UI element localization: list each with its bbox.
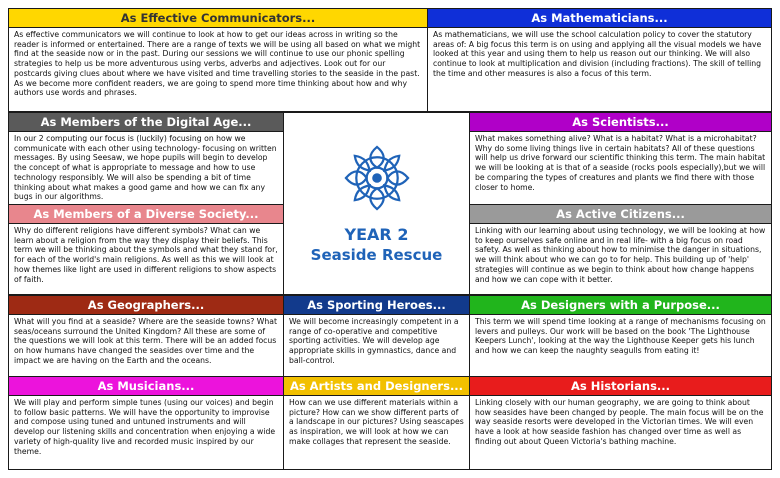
panel-text: As effective communicators we will continue to look at how to get our ideas across in writing so the reader is informed or entertained. There are a range of texts we will be using all based on what we might find at the seaside now or in the past. During our sessions we will continue to use our phonic spelling strategies to help us be more adventurous using verbs, adverbs and adjectives. Look out for our postcards giving clues about where we have visited and time travelling stories to the seaside in the past. As we become more confident readers, we are going to spend more time thinking about how and why authors use words and phrases. <box>14 30 421 98</box>
panel-text: Linking closely with our human geography, we are going to think about how seasides have been changed by people. The main focus will be on the way seaside resorts were developed in the Victorian times. We will even have a look at how seaside fashion has changed over time as well as finding out about Queen Victoria's bathing machine. <box>475 398 764 446</box>
panel-title: As Mathematicians... <box>428 9 771 28</box>
panel-text: This term we will spend time looking at a range of mechanisms focusing on levers and pulleys. Our work will be based on the book 'The Lighthouse Keepers Lunch', looking at the way the Lighthouse Keeper gets his lunch and how we can keep the naughty seagulls from eating it! <box>475 317 766 356</box>
center-panel <box>283 112 470 295</box>
panel-title: As Scientists... <box>470 113 771 132</box>
panel-communicators <box>8 8 428 112</box>
panel-title: As Designers with a Purpose... <box>470 296 771 315</box>
panel-text: We will play and perform simple tunes (using our voices) and begin to follow basic patterns. We will have the opportunity to improvise and compose using tuned and untuned instruments and will develop our listening skills and concentration when enjoying a wide variety of high-quality live and recorded music inspired by our theme. <box>14 398 276 456</box>
panel-text: What will you find at a seaside? Where are the seaside towns? What seas/oceans surround the United Kingdom? All these are some of the questions we will look at this term. There will be an added focus on how humans have changed the seasides over time and the impact we are having on the Earth and the oceans. <box>14 317 277 365</box>
panel-text: In our 2 computing our focus is (luckily) focusing on how we communicate with each other using technology- focusing on written messages. By using Seesaw, we hope pupils will begin to develop the concept of what is appropriate to message and how to use technology responsibly. We will also be spending a bit of time thinking about what makes a good game and how we can fix any bugs in our algorithms. <box>14 134 277 202</box>
panel-text: Linking with our learning about using technology, we will be looking at how to keep ourselves safe online and in real life- with a big focus on road safety. As well as thinking about how to minimise the danger in situations, we will think about who we can go to for help. This building up of 'help' strategies will continue as we begin to think about how change happens and how we can cope with it better. <box>475 226 766 284</box>
panel-active-citizens <box>469 204 772 295</box>
panel-designers <box>469 295 772 377</box>
panel-title: As Members of a Diverse Society... <box>9 205 283 224</box>
panel-text: How can we use different materials within a picture? How can we show different parts of a landscape in our pictures? Using seascapes as inspiration, we will look at how we can make collages that represent the seaside. <box>289 398 464 446</box>
tudor-rose-icon <box>340 141 414 215</box>
panel-title: As Historians... <box>470 377 771 396</box>
panel-text: We will become increasingly competent in a range of co-operative and competitive sporting activities. We will develop age appropriate skills in gymnastics, dance and ball-control. <box>289 317 459 365</box>
panel-title: As Musicians... <box>9 377 283 396</box>
panel-title: As Active Citizens... <box>470 205 771 224</box>
panel-title: As Members of the Digital Age... <box>9 113 283 132</box>
panel-title: As Artists and Designers... <box>284 377 469 396</box>
panel-text: Why do different religions have different symbols? What can we learn about a religion from the way they display their beliefs. This term we will be thinking about the symbols and what they stand for, for each of the world's main religions. As well as this we will look at how themes like light are used in different religions to show aspects of faith. <box>14 226 278 284</box>
topic-title: Seaside Rescue <box>310 246 443 264</box>
panel-musicians <box>8 376 284 470</box>
panel-sporting-heroes <box>283 295 470 377</box>
panel-text: What makes something alive? What is a habitat? What is a microhabitat? Why do some living things live in certain habitats? All of these questions will help us drive forward our scientific thinking this term. The main habitat we will be looking at is that of a seaside (rocks pools especially),but we will be comparing the types of creatures and plants we find there with those closer to home. <box>475 134 766 192</box>
panel-historians <box>469 376 772 470</box>
panel-text: As mathematicians, we will use the school calculation policy to cover the statutory areas of: A big focus this term is on using and applying all the visual models we have looked at this year and using them to help us reason out our thinking. We will also continue to look at multiplication and division (including fractions). The skill of telling the time and other measures is also a focus of this term. <box>433 30 762 78</box>
panel-geographers <box>8 295 284 377</box>
panel-diverse-society <box>8 204 284 295</box>
panel-mathematicians <box>427 8 772 112</box>
panel-artists <box>283 376 470 470</box>
panel-digital-age <box>8 112 284 205</box>
panel-title: As Geographers... <box>9 296 283 315</box>
panel-scientists <box>469 112 772 205</box>
panel-title: As Sporting Heroes... <box>284 296 469 315</box>
panel-title: As Effective Communicators... <box>9 9 427 28</box>
year-label: YEAR 2 <box>344 225 409 244</box>
